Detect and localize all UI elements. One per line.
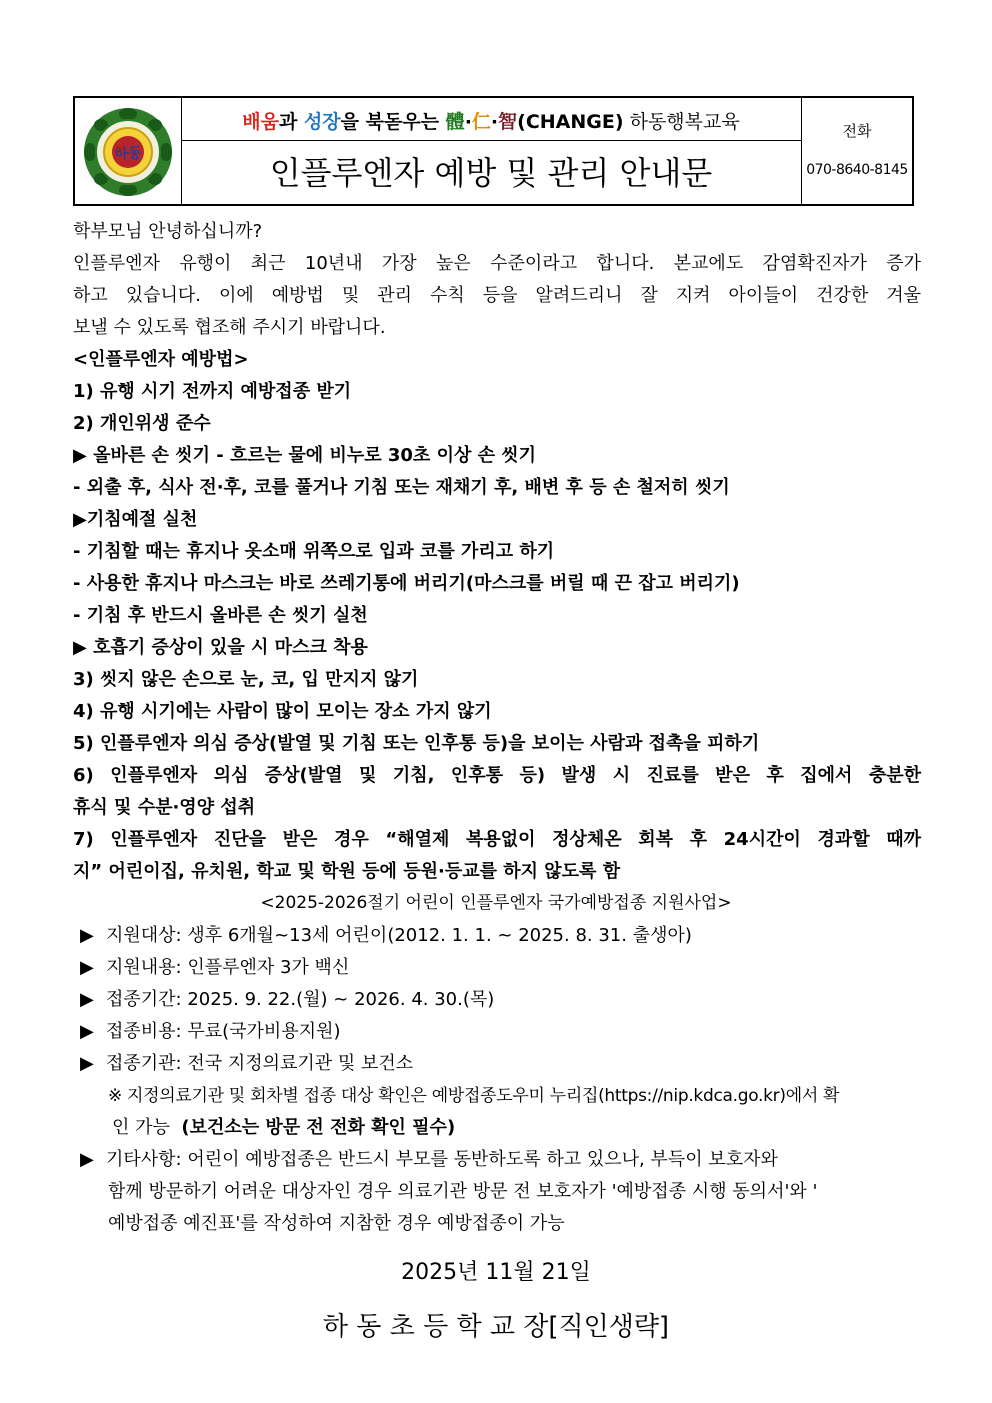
- slogan-part: 배움: [242, 111, 279, 133]
- slogan-part: 을 북돋우는: [340, 111, 446, 133]
- slogan-part: 성장: [303, 111, 341, 133]
- support-cost: 접종비용: 무료(국가비용지원): [106, 1021, 341, 1042]
- phone-label: 전화: [842, 122, 872, 140]
- support-item: [80, 952, 920, 984]
- page-title: 인플루엔자 예방 및 관리 안내문: [269, 154, 713, 192]
- title-cell: [181, 98, 801, 204]
- note-bold: (보건소는 방문 전 전화 확인 필수): [181, 1117, 456, 1138]
- slogan-part: (CHANGE): [517, 111, 624, 133]
- prevention-item: - 사용한 휴지나 마스크는 바로 쓰레기통에 버리기(마스크를 버릴 때 끈 잡고 버리기): [73, 573, 740, 594]
- support-item: [80, 984, 920, 1016]
- support-period: 접종기간: 2025. 9. 22.(월) ~ 2026. 4. 30.(목): [106, 989, 495, 1010]
- prevention-item: 휴식 및 수분·영양 섭취: [73, 797, 256, 818]
- prevention-item: 7) 인플루엔자 진단을 받은 경우 “해열제 복용없이 정상체온 회복 후 24시간이 경과할 때까: [73, 829, 921, 850]
- intro-line: 보낼 수 있도록 협조해 주시기 바랍니다.: [73, 317, 386, 338]
- support-item: [80, 1016, 920, 1048]
- support-other: 기타사항: 어린이 예방접종은 반드시 부모를 동반하도록 하고 있으나, 부득이 보호자와: [106, 1149, 778, 1170]
- slogan-part: 智: [498, 111, 518, 133]
- prevention-item: 6) 인플루엔자 의심 증상(발열 및 기침, 인후통 등) 발생 시 진료를 받은 후 집에서 충분한: [73, 765, 921, 786]
- support-other-line: 예방접종 예진표'를 작성하여 지참한 경우 예방접종이 가능: [108, 1213, 565, 1234]
- prevention-item: 1) 유행 시기 전까지 예방접종 받기: [73, 381, 352, 402]
- principal-signature: 하 동 초 등 학 교 장[직인생략]: [322, 1312, 670, 1342]
- arrow-icon: ▶: [80, 925, 94, 946]
- phone-cell: [801, 98, 912, 204]
- header-table: [73, 96, 914, 206]
- support-item: [80, 1144, 920, 1176]
- arrow-icon: ▶: [80, 1149, 94, 1170]
- support-other-line: 함께 방문하기 어려운 대상자인 경우 의료기관 방문 전 보호자가 '예방접종 시행 동의서'와 ': [108, 1181, 818, 1202]
- emblem-label: 하동: [114, 146, 142, 162]
- intro-line: 인플루엔자 유행이 최근 10년내 가장 높은 수준이라고 합니다. 본교에도 감염확진자가 증가: [73, 253, 921, 274]
- phone-number: 070-8640-8145: [806, 162, 908, 178]
- prevention-item: - 기침 후 반드시 올바른 손 씻기 실천: [73, 605, 368, 626]
- prevention-item: - 기침할 때는 휴지나 옷소매 위쪽으로 입과 코를 가리고 하기: [73, 541, 555, 562]
- arrow-icon: ▶: [80, 989, 94, 1010]
- prevention-item: 3) 씻지 않은 손으로 눈, 코, 입 만지지 않기: [73, 669, 419, 690]
- slogan-part: 과: [278, 111, 304, 133]
- support-heading: <2025-2026절기 어린이 인플루엔자 국가예방접종 지원사업>: [260, 893, 732, 913]
- school-emblem-icon: [80, 104, 176, 200]
- document-date: 2025년 11월 21일: [401, 1260, 591, 1285]
- arrow-icon: ▶: [80, 957, 94, 978]
- support-note: ※ 지정의료기관 및 회차별 접종 대상 확인은 예방접종도우미 누리집(https://nip.kdca.go.kr)에서 확: [108, 1086, 840, 1106]
- arrow-icon: ▶: [80, 1053, 94, 1074]
- support-item: [80, 920, 920, 952]
- prevention-item: 지” 어린이집, 유치원, 학교 및 학원 등에 등원·등교를 하지 않도록 함: [73, 861, 621, 882]
- note-plain: 인 가능: [112, 1117, 170, 1138]
- prevention-item: 2) 개인위생 준수: [73, 413, 211, 434]
- prevention-item: ▶ 호흡기 증상이 있을 시 마스크 착용: [73, 637, 368, 658]
- intro-line: 하고 있습니다. 이에 예방법 및 관리 수칙 등을 알려드리니 잘 지켜 아이들이 건강한 겨울: [73, 285, 921, 306]
- slogan-part: 體: [445, 111, 465, 133]
- support-item: [80, 1048, 920, 1080]
- slogan-part: ·: [464, 111, 472, 133]
- support-place: 접종기관: 전국 지정의료기관 및 보건소: [106, 1053, 414, 1074]
- slogan-part: ·: [490, 111, 499, 133]
- slogan-part: 仁: [471, 111, 491, 133]
- slogan: [181, 104, 801, 141]
- logo-cell: [75, 98, 182, 204]
- support-note: [112, 1112, 912, 1144]
- arrow-icon: ▶: [80, 1021, 94, 1042]
- greeting: 학부모님 안녕하십니까?: [73, 221, 263, 242]
- prevention-item: - 외출 후, 식사 전·후, 코를 풀거나 기침 또는 재채기 후, 배변 후 등 손 철저히 씻기: [73, 477, 730, 498]
- prevention-heading: <인플루엔자 예방법>: [73, 349, 249, 370]
- slogan-part: 하동행복교육: [623, 111, 740, 133]
- support-content: 지원내용: 인플루엔자 3가 백신: [106, 957, 350, 978]
- prevention-item: 4) 유행 시기에는 사람이 많이 모이는 장소 가지 않기: [73, 701, 492, 722]
- prevention-item: 5) 인플루엔자 의심 증상(발열 및 기침 또는 인후통 등)을 보이는 사람과 접촉을 피하기: [73, 733, 760, 754]
- support-target: 지원대상: 생후 6개월~13세 어린이(2012. 1. 1. ~ 2025. 8. 31. 출생아): [106, 925, 692, 946]
- prevention-item: ▶ 올바른 손 씻기 - 흐르는 물에 비누로 30초 이상 손 씻기: [73, 445, 537, 466]
- prevention-item: ▶기침예절 실천: [73, 509, 198, 530]
